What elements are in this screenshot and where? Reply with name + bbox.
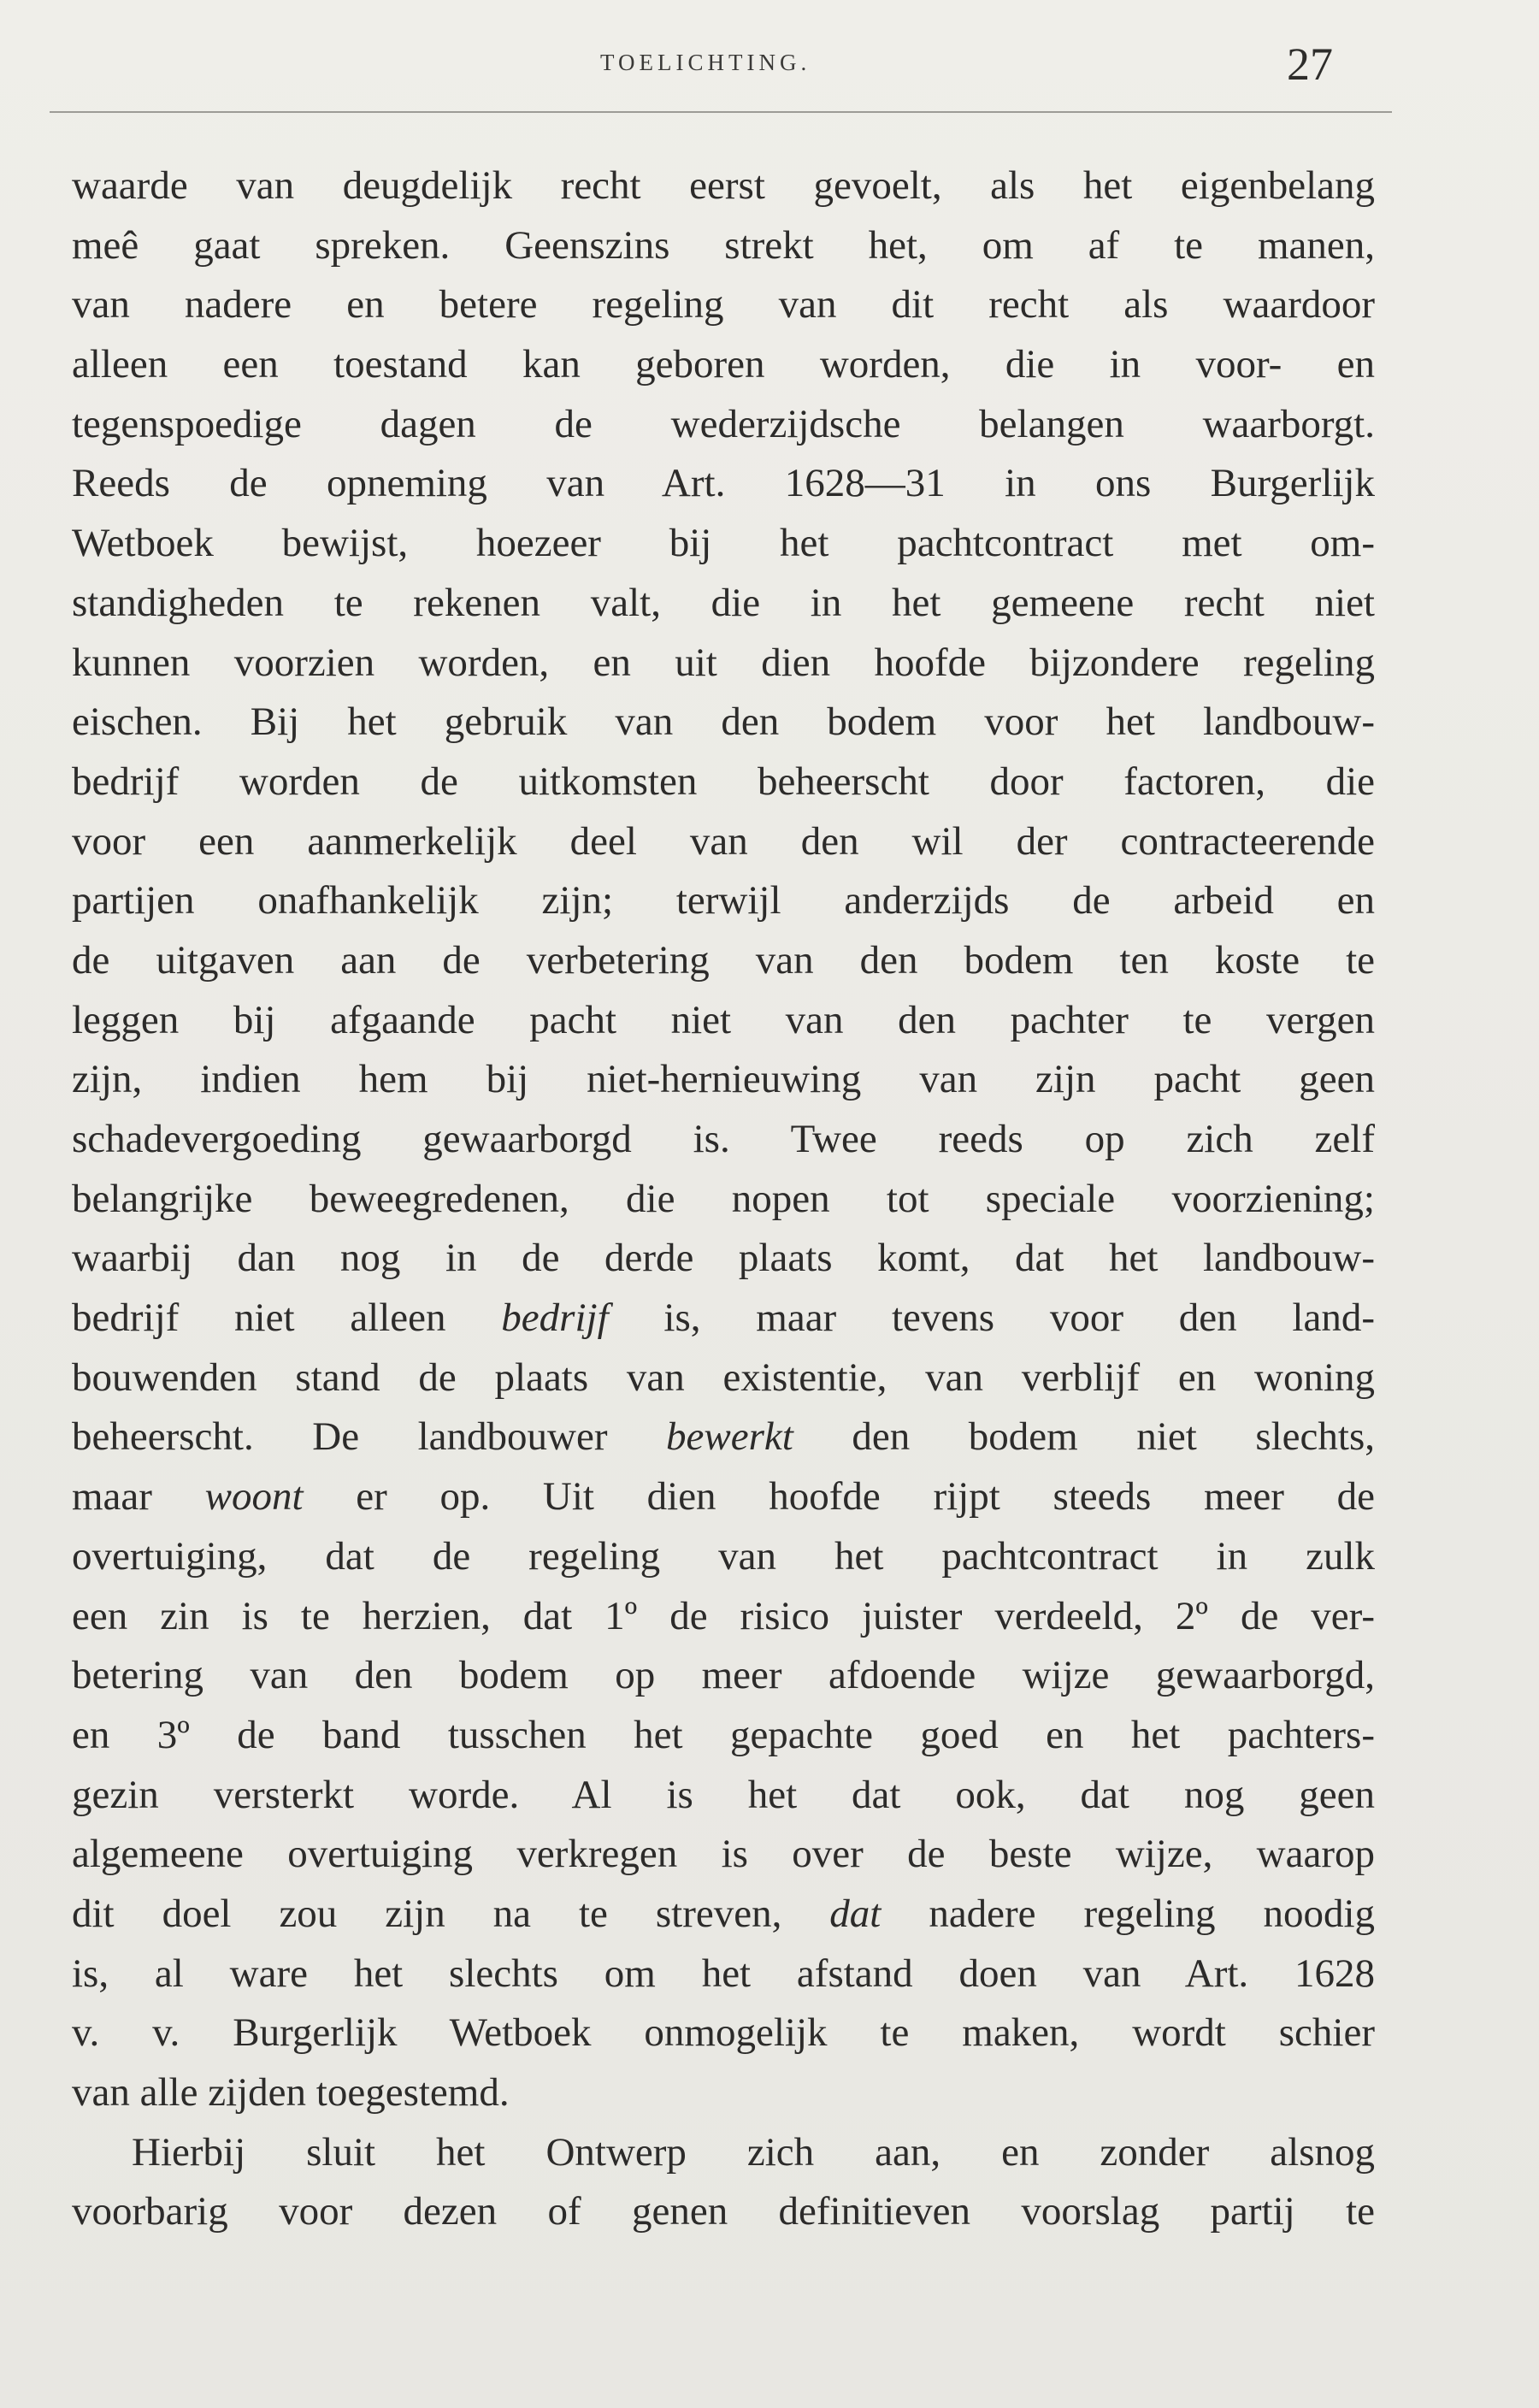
text-line: gezin versterkt worde. Al is het dat ook, dat nog geen — [72, 1772, 1375, 1817]
text-line: waarbij dan nog in de derde plaats komt, dat het landbouw- — [72, 1236, 1375, 1281]
page-number: 27 — [1287, 38, 1333, 90]
text-line: Hierbij sluit het Ontwerp zich aan, en zonder alsnog — [132, 2129, 1375, 2175]
text-line: belangrijke beweegredenen, die nopen tot speciale voorziening; — [72, 1176, 1375, 1221]
text-line: van alle zijden toegestemd. — [72, 2070, 510, 2115]
text-segment: beheerscht. De landbouwer — [72, 1414, 667, 1460]
text-line: voorbarig voor dezen of genen definitieven voorslag partij te — [72, 2189, 1375, 2234]
text-line: van nadere en betere regeling van dit recht als waardoor — [72, 282, 1375, 328]
text-line: tegenspoedige dagen de wederzijdsche belangen waarborgt. — [72, 401, 1375, 446]
text-line: schadevergoeding gewaarborgd is. Twee reeds op zich zelf — [72, 1117, 1375, 1161]
text-line: voor een aanmerkelijk deel van den wil der contracteerende — [72, 818, 1375, 864]
text-segment: bedrijf niet alleen — [72, 1295, 502, 1341]
text-line: Wetboek bewijst, hoezeer bij het pachtcontract met om- — [72, 521, 1375, 566]
text-line: en 3º de band tusschen het gepachte goed en het pachters- — [72, 1712, 1375, 1757]
paragraph — [72, 2123, 1375, 2242]
text-segment: den bodem niet slechts, — [793, 1414, 1375, 1460]
text-line: waarde van deugdelijk recht eerst gevoelt, als het eigenbelang — [72, 163, 1375, 208]
text-segment: er op. Uit dien hoofde rijpt steeds meer de — [303, 1474, 1375, 1520]
text-line: kunnen voorzien worden, en uit dien hoofde bijzondere regeling — [72, 640, 1375, 685]
text-line: partijen onafhankelijk zijn; terwijl anderzijds de arbeid en — [72, 878, 1375, 924]
text-line: meê gaat spreken. Geenszins strekt het, om af te manen, — [72, 222, 1375, 268]
text-segment: maar — [72, 1474, 205, 1520]
text-line — [72, 1467, 1375, 1527]
text-segment: nadere regeling noodig — [881, 1891, 1375, 1936]
text-line: v. v. Burgerlijk Wetboek onmogelijk te maken, wordt schier — [72, 2010, 1375, 2056]
running-head: TOELICHTING. — [600, 50, 811, 75]
text-line: bouwenden stand de plaats van existentie, van verblijf en woning — [72, 1354, 1375, 1400]
text-segment: dit doel zou zijn na te streven, — [72, 1891, 830, 1936]
text-segment: is, maar tevens voor den land- — [608, 1295, 1375, 1341]
text-line: standigheden te rekenen valt, die in het gemeene recht niet — [72, 580, 1375, 625]
italic-emphasis: woont — [204, 1474, 304, 1520]
text-line: de uitgaven aan de verbetering van den bodem ten koste te — [72, 937, 1375, 983]
header-rule — [50, 111, 1392, 113]
text-line — [72, 1885, 1375, 1945]
paragraph — [72, 156, 1375, 2123]
text-line: zijn, indien hem bij niet-hernieuwing van zijn pacht geen — [72, 1057, 1375, 1102]
text-line: betering van den bodem op meer afdoende wijze gewaarborgd, — [72, 1653, 1375, 1698]
text-line: leggen bij afgaande pacht niet van den pachter te vergen — [72, 997, 1375, 1042]
text-line: bedrijf worden de uitkomsten beheerscht door factoren, die — [72, 758, 1375, 804]
text-line: algemeene overtuiging verkregen is over de beste wijze, waarop — [72, 1832, 1375, 1877]
text-line — [72, 1408, 1375, 1467]
body-text — [72, 156, 1375, 2242]
text-line — [72, 1289, 1375, 1349]
text-line: is, al ware het slechts om het afstand doen van Art. 1628 — [72, 1951, 1375, 1996]
text-line: Reeds de opneming van Art. 1628—31 in ons Burgerlijk — [72, 461, 1375, 506]
text-line: een zin is te herzien, dat 1º de risico juister verdeeld, 2º de ver- — [72, 1593, 1375, 1638]
italic-emphasis: bewerkt — [666, 1414, 793, 1460]
text-line: alleen een toestand kan geboren worden, die in voor- en — [72, 342, 1375, 387]
text-line: overtuiging, dat de regeling van het pachtcontract in zulk — [72, 1533, 1375, 1579]
italic-emphasis: bedrijf — [501, 1295, 609, 1341]
text-line: eischen. Bij het gebruik van den bodem voor het landbouw- — [72, 699, 1375, 745]
italic-emphasis: dat — [829, 1891, 882, 1936]
